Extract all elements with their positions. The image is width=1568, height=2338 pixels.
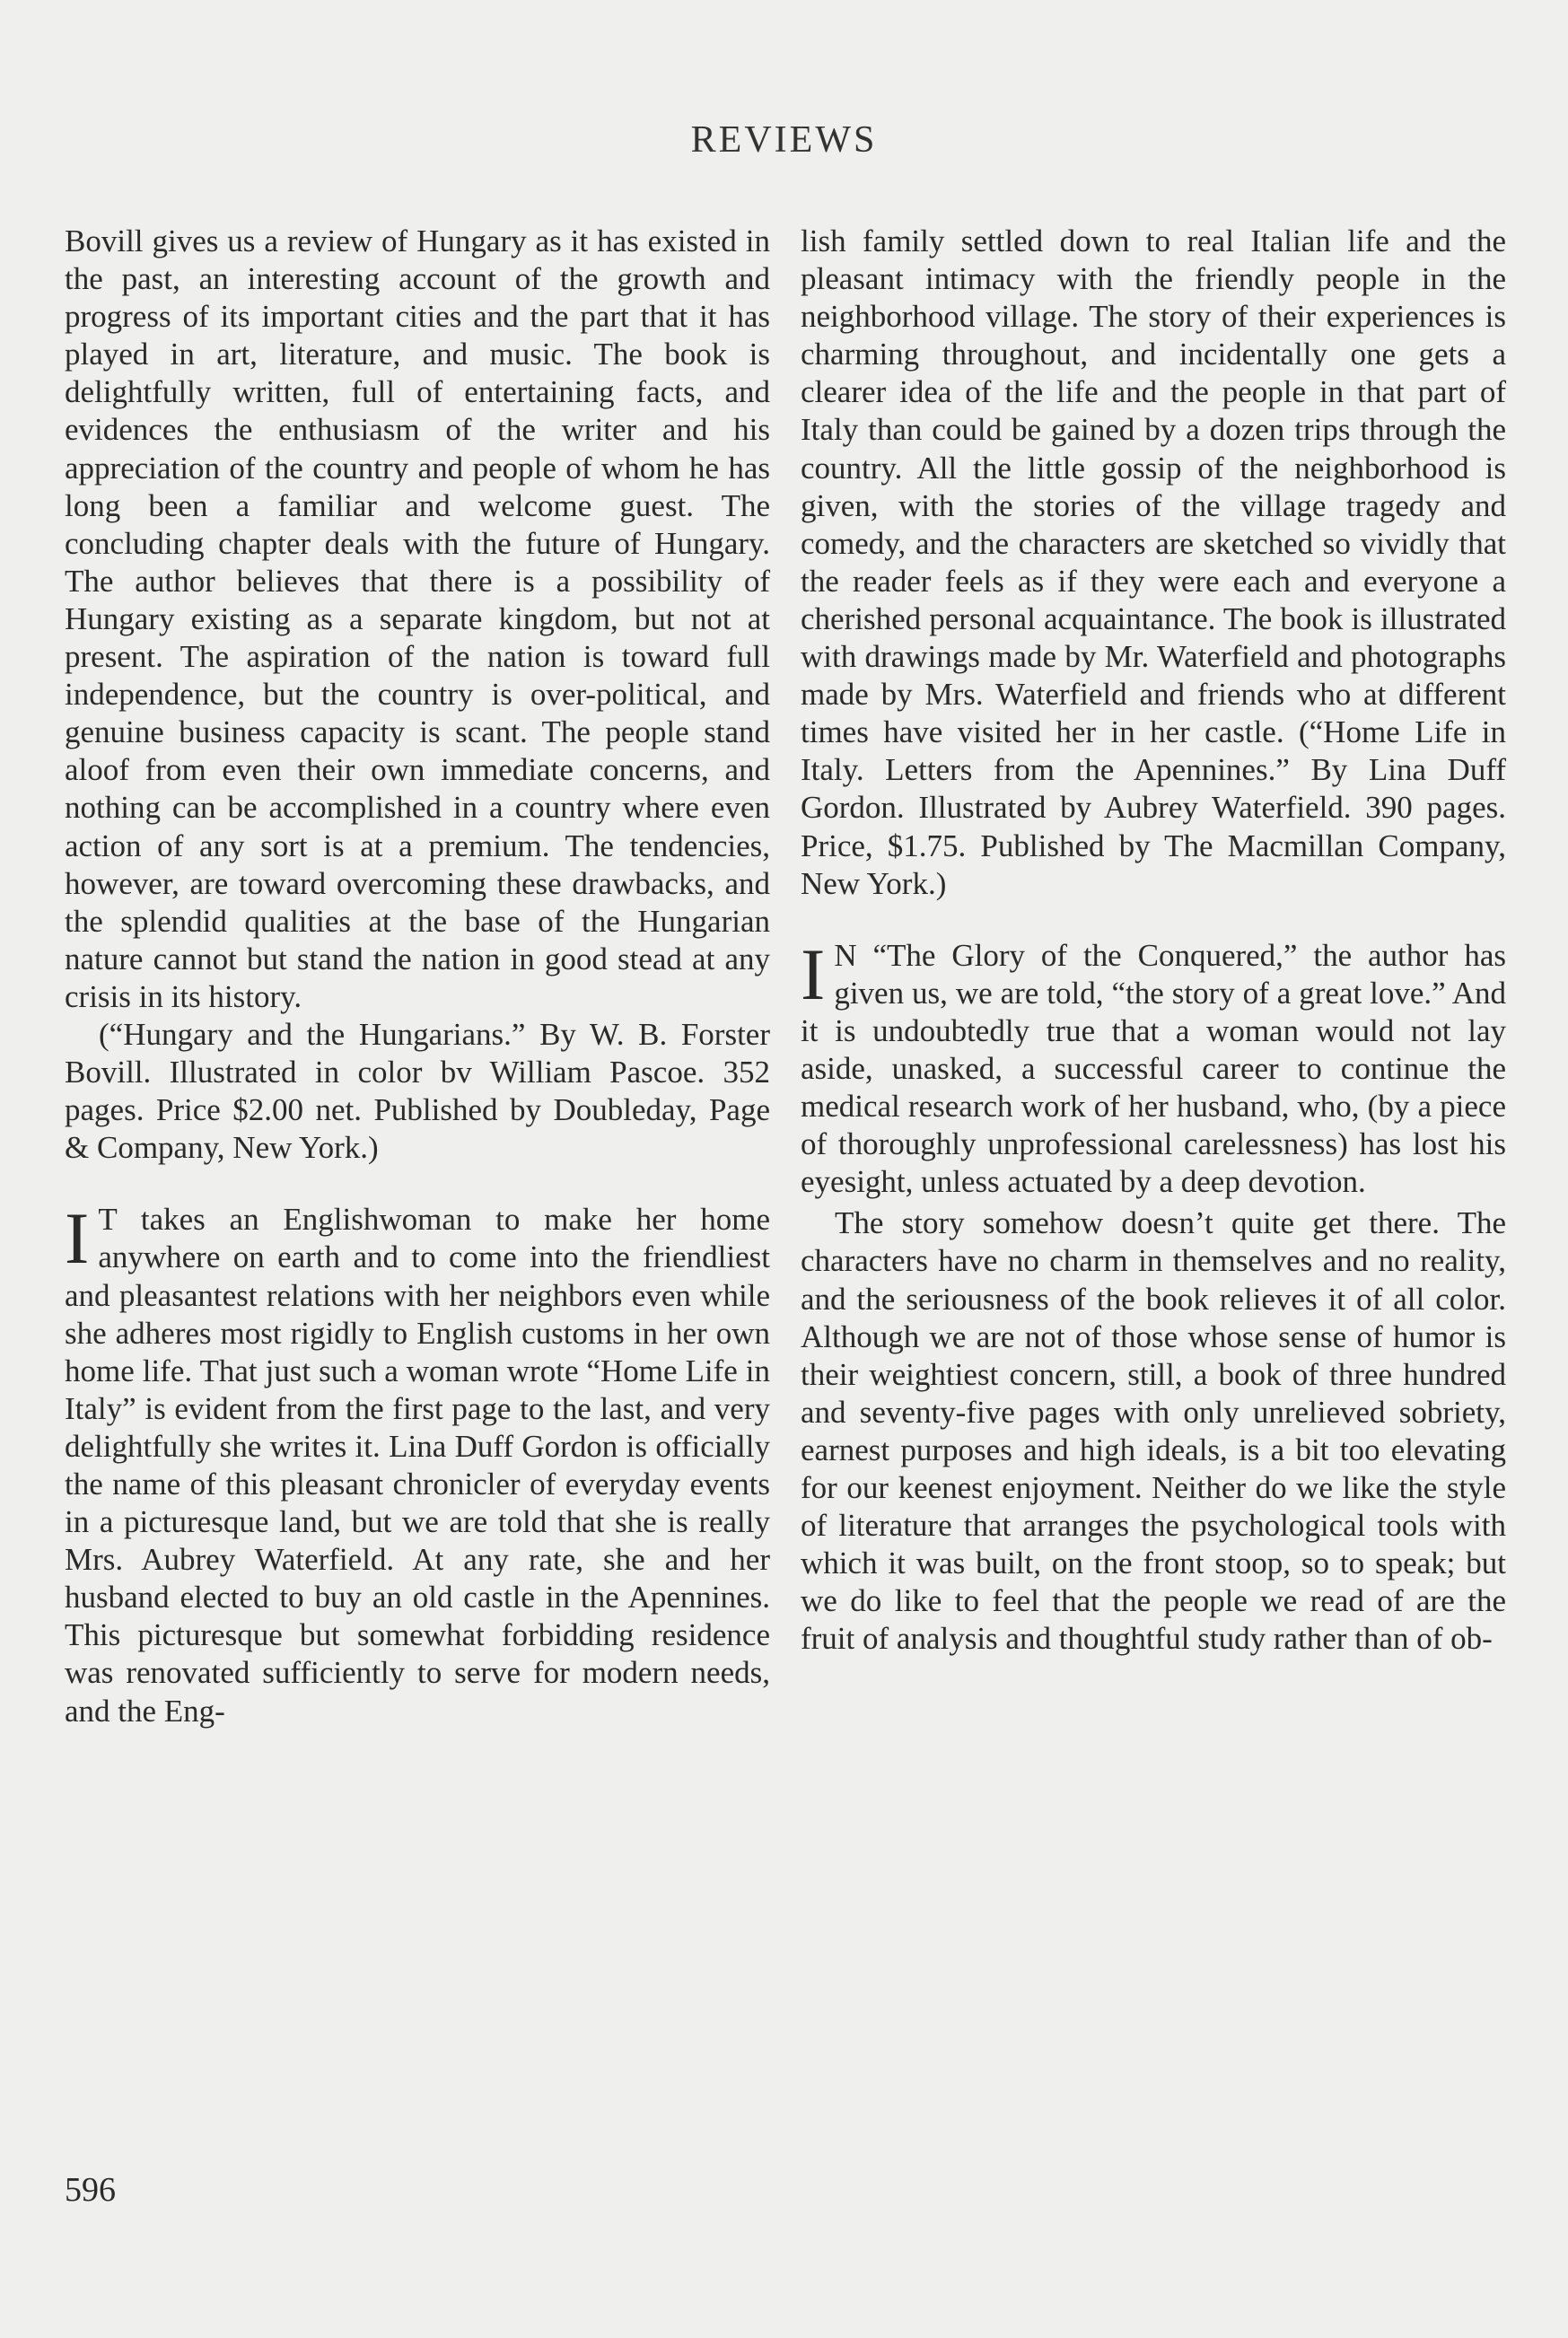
home-life-review-continued: lish family settled down to real Italian life and the pleasant intimacy with the friendly people in the neighborhood village. The story of their experiences is charming throughout, and incidentally one gets a clearer idea of the life and the people in that part of Italy than could be gained by a dozen trips through the country. All the little gossip of the neighborhood is given, with the stories of the village tragedy and comedy, and the characters are sketched so vividly that the reader feels as if they were each and everyone a cherished personal acquaintance. The book is illustrated with drawings made by Mr. Waterfield and photographs made by Mrs. Waterfield and friends who at different times have visited her in her castle. (“Home Life in Italy. Letters from the Apennines.” By Lina Duff Gordon. Illustrated by Aubrey Waterfield. 390 pages. Price, $1.75. Published by The Macmillan Company, New York.): [801, 223, 1506, 901]
section-gap: [801, 903, 1506, 937]
glory-review-critique: The story somehow doesn’t quite get there. The characters have no charm in themselves and no reality, and the seriousness of the book relieves it of all color. Although we are not of those whose sense of humor is their weightiest concern, still, a book of three hundred and seventy-five pages with only unrelieved sobriety, earnest purposes and high ideals, is a bit too elevating for our keenest enjoyment. Neither do we like the style of literature that arranges the psychological tools with which it was built, on the front stoop, so to speak; but we do like to feel that the people we read of are the fruit of analysis and thoughtful study rather than of ob-: [801, 1205, 1506, 1657]
home-life-review-body: [65, 1197, 770, 1729]
page-number: 596: [65, 2171, 116, 2209]
left-column: [65, 223, 770, 1730]
glory-review-text: “The Glory of the Conquered,” the author has given us, we are told, “the story of a great love.” And it is undoubtedly true that a woman would not lay aside, unasked, a successful career to continue the medical research work of her husband, who, (by a piece of thoroughly unprofessional carelessness) has lost his eyesight, unless actuated by a deep devotion.: [801, 937, 1506, 1200]
drop-cap: I: [65, 1197, 90, 1280]
hungary-review-body: Bovill gives us a review of Hungary as it has existed in the past, an interesting account of the growth and progress of its important cities and the part that it has played in art, literature, and music. The book is delightfully written, full of entertaining facts, and evidences the enthusiasm of the writer and his appreciation of the country and people of whom he has long been a familiar and welcome guest. The concluding chapter deals with the future of Hungary. The author believes that there is a possibility of Hungary existing as a separate kingdom, but not at present. The aspiration of the nation is toward full independence, but the country is over-political, and genuine business capacity is scant. The people stand aloof from even their own immediate concerns, and nothing can be accomplished in a country where even action of any sort is at a premium. The tendencies, however, are toward overcoming these drawbacks, and the splendid qualities at the base of the Hungarian nature cannot but stand the nation in good stead at any crisis in its history.: [65, 223, 770, 1014]
home-life-review-text: takes an Englishwoman to make her home anywhere on earth and to come into the friendliest and pleasantest relations with her neighbors even while she adheres most rigidly to English customs in her own home life. That just such a woman wrote “Home Life in Italy” is evident from the first page to the last, and very delightfully she writes it. Lina Duff Gordon is officially the name of this pleasant chronicler of everyday events in a picturesque land, but we are told that she is really Mrs. Aubrey Waterfield. At any rate, she and her husband elected to buy an old castle in the Apennines. This picturesque but somewhat forbidding residence was renovated sufficiently to serve for modern needs, and the Eng-: [65, 1202, 770, 1729]
hungary-book-citation: (“Hungary and the Hungarians.” By W. B. Forster Bovill. Illustrated in color bv William Pascoe. 352 pages. Price $2.00 net. Published by Doubleday, Page & Company, New York.): [65, 1016, 770, 1166]
running-header: REVIEWS: [690, 119, 878, 161]
section-gap: [65, 1167, 770, 1201]
glory-review-body: [801, 933, 1506, 1202]
drop-cap: I: [801, 933, 826, 1015]
right-column: [801, 223, 1506, 1658]
lead-letter: N: [834, 937, 857, 973]
lead-letter: T: [98, 1202, 118, 1238]
